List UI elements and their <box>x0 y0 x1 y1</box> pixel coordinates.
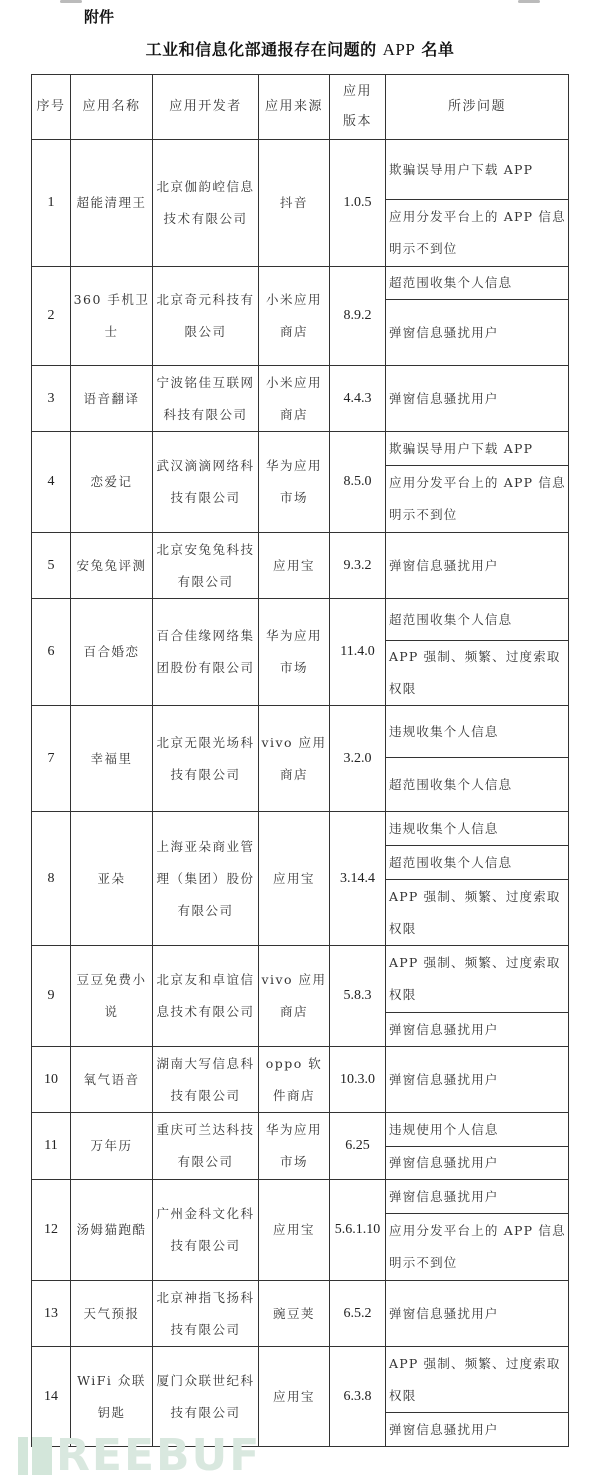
cell-issue: 应用分发平台上的 APP 信息明示不到位 <box>386 200 569 267</box>
table-row <box>32 1180 569 1214</box>
cell-issue: APP 强制、频繁、过度索取权限 <box>386 641 569 706</box>
document-title <box>0 37 600 60</box>
cell-developer: 重庆可兰达科技有限公司 <box>153 1113 259 1180</box>
cell-issue: 弹窗信息骚扰用户 <box>386 1047 569 1113</box>
cell-developer: 北京无限光场科技有限公司 <box>153 706 259 812</box>
cell-developer: 北京友和卓谊信息技术有限公司 <box>153 946 259 1047</box>
cell-version: 4.4.3 <box>330 366 386 432</box>
annex-label: 附件 <box>84 8 115 26</box>
table-row <box>32 533 569 599</box>
cell-version: 5.6.1.10 <box>330 1180 386 1281</box>
cell-source: 应用宝 <box>259 533 330 599</box>
title-suffix: 名单 <box>421 40 455 59</box>
cell-version: 3.14.4 <box>330 812 386 946</box>
cell-index: 3 <box>32 366 71 432</box>
cell-app-name: 豆豆免费小说 <box>71 946 153 1047</box>
cell-version: 8.9.2 <box>330 267 386 366</box>
title-prefix: 工业和信息化部通报存在问题的 <box>145 40 377 59</box>
app-list-table <box>31 74 569 1447</box>
cell-issue: 违规收集个人信息 <box>386 812 569 846</box>
cell-issue: 弹窗信息骚扰用户 <box>386 1180 569 1214</box>
cell-index: 12 <box>32 1180 71 1281</box>
cell-version: 6.3.8 <box>330 1347 386 1447</box>
scan-artifact-right <box>518 0 540 3</box>
cell-source: 应用宝 <box>259 1347 330 1447</box>
cell-index: 6 <box>32 599 71 706</box>
cell-app-name: 汤姆猫跑酷 <box>71 1180 153 1281</box>
cell-issue: 弹窗信息骚扰用户 <box>386 300 569 366</box>
cell-index: 11 <box>32 1113 71 1180</box>
cell-app-name: 氧气语音 <box>71 1047 153 1113</box>
cell-issue: 弹窗信息骚扰用户 <box>386 1147 569 1180</box>
cell-version: 5.8.3 <box>330 946 386 1047</box>
cell-index: 14 <box>32 1347 71 1447</box>
cell-version: 6.25 <box>330 1113 386 1180</box>
cell-issue: 超范围收集个人信息 <box>386 267 569 300</box>
cell-index: 10 <box>32 1047 71 1113</box>
table-row <box>32 812 569 846</box>
cell-developer: 广州金科文化科技有限公司 <box>153 1180 259 1281</box>
cell-developer: 北京奇元科技有限公司 <box>153 267 259 366</box>
cell-issue: APP 强制、频繁、过度索取权限 <box>386 946 569 1013</box>
cell-app-name: 恋爱记 <box>71 432 153 533</box>
cell-index: 2 <box>32 267 71 366</box>
cell-index: 7 <box>32 706 71 812</box>
cell-version: 6.5.2 <box>330 1281 386 1347</box>
cell-index: 5 <box>32 533 71 599</box>
cell-issue: 欺骗误导用户下载 APP <box>386 432 569 466</box>
cell-version: 9.3.2 <box>330 533 386 599</box>
cell-developer: 北京安兔兔科技有限公司 <box>153 533 259 599</box>
cell-source: 华为应用市场 <box>259 432 330 533</box>
header-app-name: 应用名称 <box>71 75 153 140</box>
header-version: 应用版本 <box>330 75 386 140</box>
cell-issue: 应用分发平台上的 APP 信息明示不到位 <box>386 1214 569 1281</box>
cell-source: vivo 应用商店 <box>259 706 330 812</box>
table-row <box>32 1347 569 1413</box>
cell-app-name: 安兔兔评测 <box>71 533 153 599</box>
cell-developer: 湖南大写信息科技有限公司 <box>153 1047 259 1113</box>
cell-index: 13 <box>32 1281 71 1347</box>
cell-source: 豌豆荚 <box>259 1281 330 1347</box>
header-issues: 所涉问题 <box>386 75 569 140</box>
cell-developer: 百合佳缘网络集团股份有限公司 <box>153 599 259 706</box>
table-row <box>32 432 569 466</box>
cell-index: 9 <box>32 946 71 1047</box>
table-body <box>32 140 569 1447</box>
cell-version: 3.2.0 <box>330 706 386 812</box>
cell-issue: 违规使用个人信息 <box>386 1113 569 1147</box>
table-row <box>32 706 569 758</box>
cell-app-name: 万年历 <box>71 1113 153 1180</box>
cell-source: 华为应用市场 <box>259 599 330 706</box>
cell-issue: 弹窗信息骚扰用户 <box>386 1281 569 1347</box>
cell-index: 1 <box>32 140 71 267</box>
cell-issue: 欺骗误导用户下载 APP <box>386 140 569 200</box>
cell-developer: 北京伽韵崆信息技术有限公司 <box>153 140 259 267</box>
cell-app-name: 语音翻译 <box>71 366 153 432</box>
header-developer: 应用开发者 <box>153 75 259 140</box>
cell-issue: 弹窗信息骚扰用户 <box>386 1413 569 1447</box>
cell-source: 应用宝 <box>259 1180 330 1281</box>
cell-source: vivo 应用商店 <box>259 946 330 1047</box>
cell-app-name: 360 手机卫士 <box>71 267 153 366</box>
cell-source: oppo 软件商店 <box>259 1047 330 1113</box>
cell-source: 小米应用商店 <box>259 267 330 366</box>
table-header-row <box>32 75 569 140</box>
cell-app-name: 亚朵 <box>71 812 153 946</box>
cell-issue: 超范围收集个人信息 <box>386 758 569 812</box>
cell-source: 抖音 <box>259 140 330 267</box>
cell-developer: 上海亚朵商业管理（集团）股份有限公司 <box>153 812 259 946</box>
table-row <box>32 1281 569 1347</box>
table-row <box>32 1047 569 1113</box>
cell-issue: 违规收集个人信息 <box>386 706 569 758</box>
cell-source: 小米应用商店 <box>259 366 330 432</box>
cell-source: 应用宝 <box>259 812 330 946</box>
cell-version: 8.5.0 <box>330 432 386 533</box>
cell-issue: 应用分发平台上的 APP 信息明示不到位 <box>386 466 569 533</box>
cell-version: 10.3.0 <box>330 1047 386 1113</box>
cell-version: 1.0.5 <box>330 140 386 267</box>
cell-developer: 厦门众联世纪科技有限公司 <box>153 1347 259 1447</box>
title-latin: APP <box>382 40 416 59</box>
freebuf-watermark <box>18 1430 261 1481</box>
cell-issue: APP 强制、频繁、过度索取权限 <box>386 880 569 946</box>
cell-index: 4 <box>32 432 71 533</box>
cell-source: 华为应用市场 <box>259 1113 330 1180</box>
table-row <box>32 1113 569 1147</box>
table-row <box>32 267 569 300</box>
cell-app-name: 百合婚恋 <box>71 599 153 706</box>
cell-app-name: 超能清理王 <box>71 140 153 267</box>
cell-issue: 弹窗信息骚扰用户 <box>386 533 569 599</box>
table-row <box>32 140 569 200</box>
cell-developer: 宁波铭佳互联网科技有限公司 <box>153 366 259 432</box>
cell-version: 11.4.0 <box>330 599 386 706</box>
cell-issue: 超范围收集个人信息 <box>386 846 569 880</box>
watermark-logo-icon <box>18 1437 52 1475</box>
cell-index: 8 <box>32 812 71 946</box>
cell-app-name: 天气预报 <box>71 1281 153 1347</box>
cell-issue: 超范围收集个人信息 <box>386 599 569 641</box>
header-source: 应用来源 <box>259 75 330 140</box>
table-row <box>32 366 569 432</box>
cell-issue: APP 强制、频繁、过度索取权限 <box>386 1347 569 1413</box>
cell-app-name: 幸福里 <box>71 706 153 812</box>
scan-artifact-left <box>60 0 82 3</box>
header-index: 序号 <box>32 75 71 140</box>
table-row <box>32 599 569 641</box>
table-row <box>32 946 569 1013</box>
cell-developer: 北京神指飞扬科技有限公司 <box>153 1281 259 1347</box>
cell-issue: 弹窗信息骚扰用户 <box>386 366 569 432</box>
cell-app-name: WiFi 众联钥匙 <box>71 1347 153 1447</box>
cell-developer: 武汉滴滴网络科技有限公司 <box>153 432 259 533</box>
cell-issue: 弹窗信息骚扰用户 <box>386 1013 569 1047</box>
watermark-text: REEBUF <box>56 1430 262 1481</box>
